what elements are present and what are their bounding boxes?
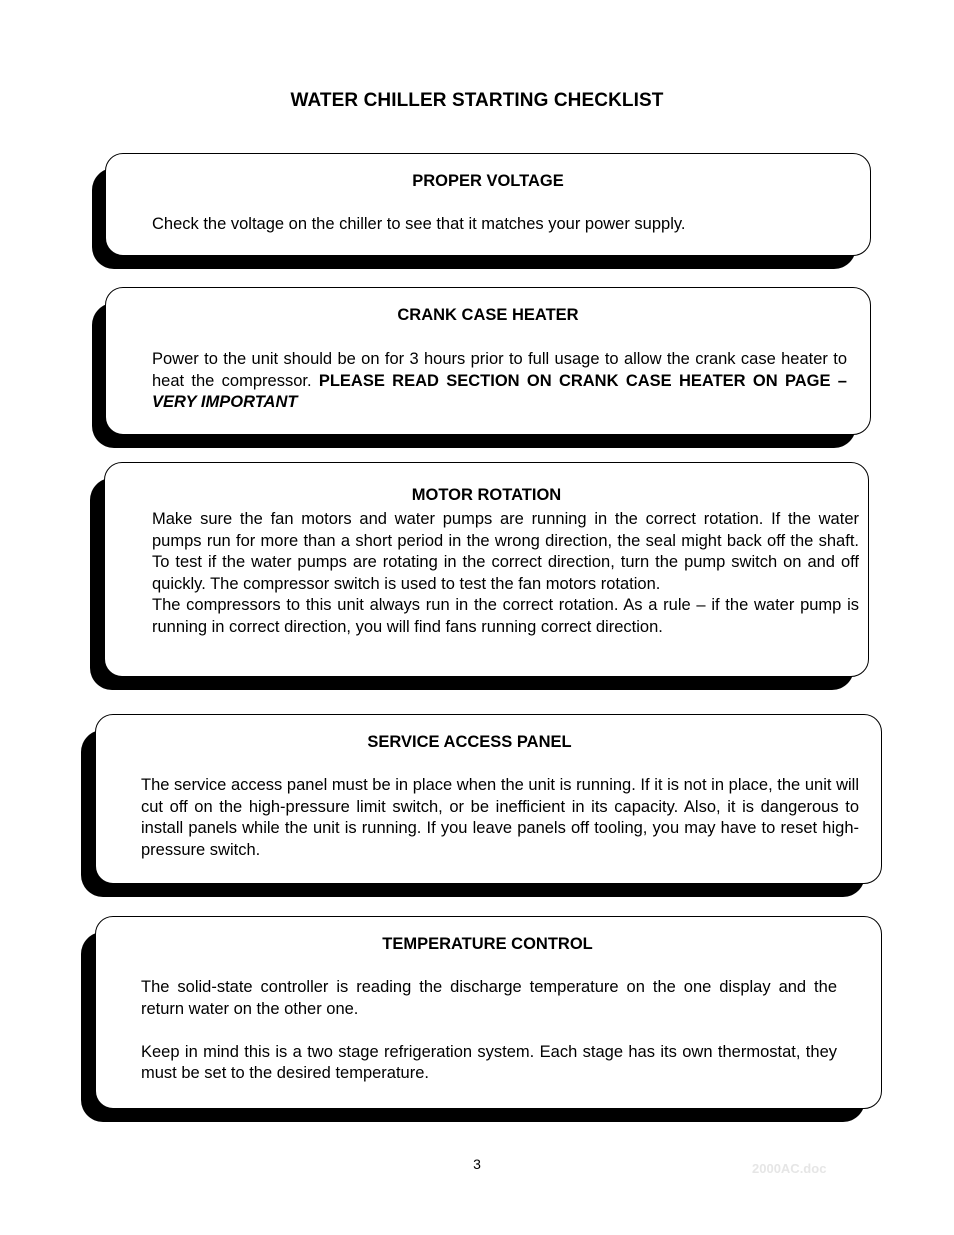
voltage-heading: PROPER VOLTAGE bbox=[412, 172, 564, 190]
motor-text bbox=[152, 509, 859, 639]
paragraph-gap bbox=[141, 1020, 837, 1042]
access-text: The service access panel must be in place when the unit is running. If it is not in place, the unit will cut off on the high-pressure limit switch, or be inefficient in its capacity. Also, it is dangerous to install panels while the unit is running. If you leave panels off tooling, you may have to reset high-pressure switch. bbox=[141, 776, 859, 859]
motor-card bbox=[104, 462, 869, 677]
document-file-name: 2000AC.doc bbox=[752, 1161, 827, 1176]
crankcase-heading: CRANK CASE HEATER bbox=[397, 306, 579, 324]
page-number: 3 bbox=[473, 1156, 481, 1172]
temperature-card bbox=[95, 916, 882, 1109]
access-card bbox=[95, 714, 882, 884]
temperature-heading: TEMPERATURE CONTROL bbox=[382, 935, 593, 953]
motor-paragraph-2: The compressors to this unit always run in the correct rotation. As a rule – if the water pump is running in correct direction, you will find fans running correct direction. bbox=[152, 596, 859, 636]
crankcase-text-important: VERY IMPORTANT bbox=[152, 393, 298, 412]
voltage-text: Check the voltage on the chiller to see that it matches your power supply. bbox=[152, 215, 686, 233]
page-title: WATER CHILLER STARTING CHECKLIST bbox=[290, 90, 664, 111]
crankcase-text-bold: PLEASE READ SECTION ON CRANK CASE HEATER ON PAGE – bbox=[318, 371, 847, 390]
motor-paragraph-1: Make sure the fan motors and water pumps are running in the correct rotation. If the water pumps run for more than a short period in the wrong direction, the seal might back off the shaft. To test if the water pumps are rotating in the correct direction, turn the pump switch on and off quickly. The compressor switch is used to test the fan motors rotation. bbox=[152, 510, 859, 593]
temperature-paragraph-1: The solid-state controller is reading the discharge temperature on the one display and the return water on the other one. bbox=[141, 978, 837, 1018]
voltage-card bbox=[105, 153, 871, 256]
motor-heading: MOTOR ROTATION bbox=[411, 486, 562, 504]
crankcase-text bbox=[152, 349, 847, 414]
crankcase-card bbox=[105, 287, 871, 435]
temperature-text bbox=[141, 977, 837, 1085]
access-heading: SERVICE ACCESS PANEL bbox=[367, 733, 572, 751]
crankcase-text-plain: Power to the unit should be on for 3 hours prior to full usage to allow the crank case heater to heat the compressor. bbox=[152, 350, 847, 390]
temperature-paragraph-2: Keep in mind this is a two stage refrigeration system. Each stage has its own thermostat, they must be set to the desired temperature. bbox=[141, 1042, 837, 1083]
